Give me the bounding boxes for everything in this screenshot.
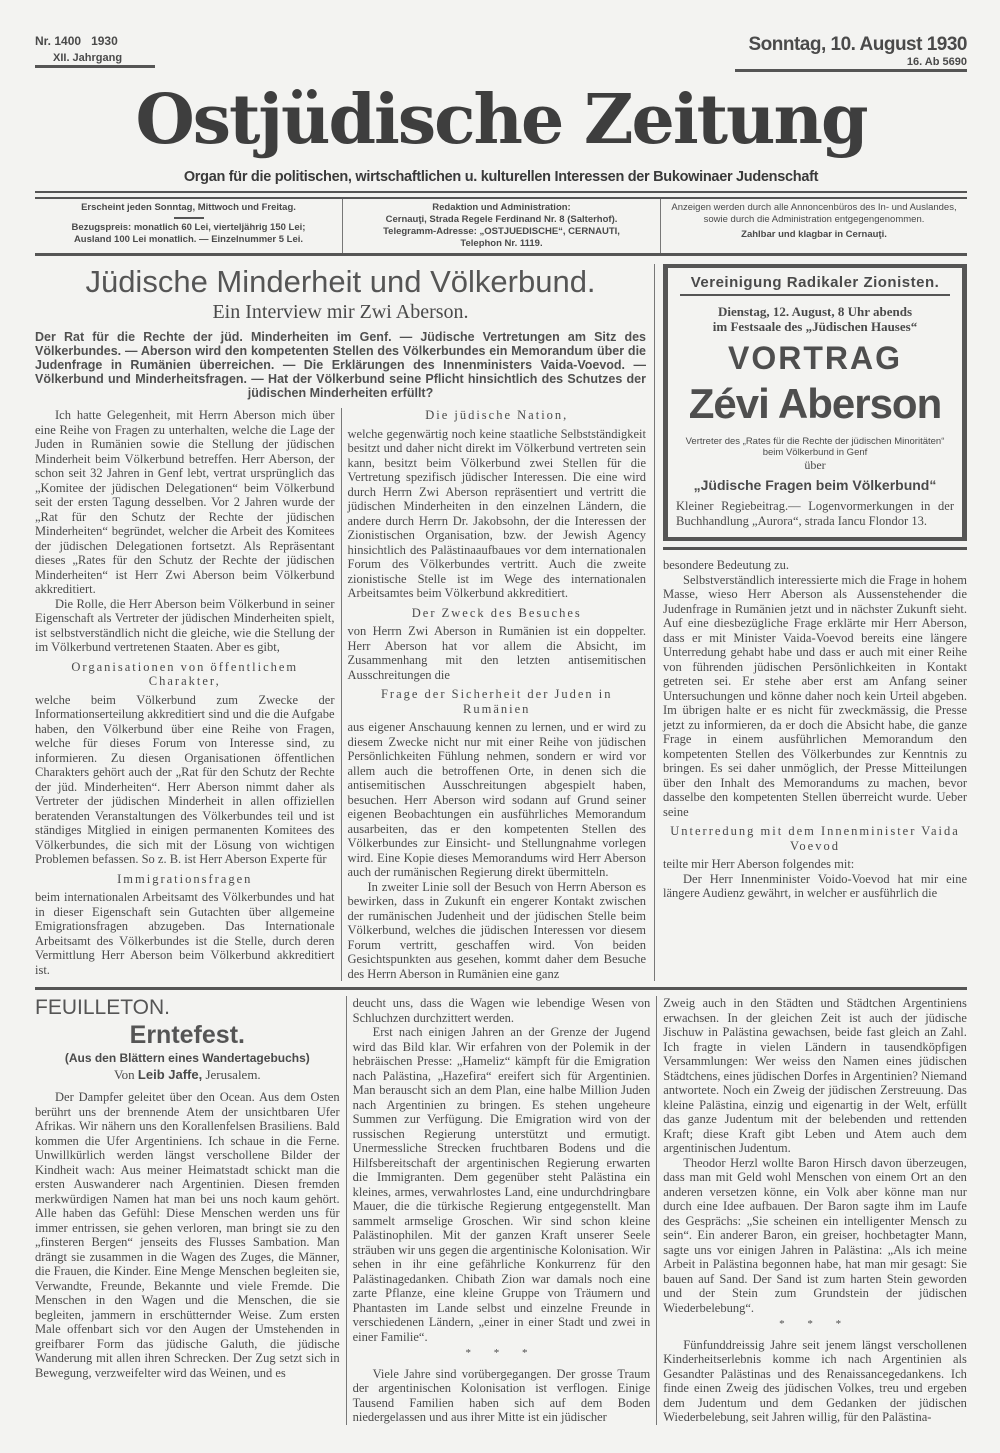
section-break: * * * [465,1347,538,1359]
issue-label: Nr. 1400 [35,34,82,48]
advert-date: Dienstag, 12. August, 8 Uhr abends [717,304,913,319]
right-column [655,264,967,981]
subheading: Frage der Sicherheit der Juden in Rumänien [380,687,613,716]
advert-event: VORTRAG [728,340,902,376]
paragraph: Der Herr Innenminister Voido-Voevod hat mir eine längere Audienz gewährt, in welcher er ausführlich die [663,871,967,900]
article-column-3 [663,558,967,901]
paragraph: Zweig auch in den Städten und Städtchen Argentiniens erwachsen. In der gleichen Zeit ist auch der jüdische Jischuw in Palästina gewachsen, beide fast gleich an Zahl. Ich fragte in vielen Ländern in tausendköpfigen Versammlungen: Wer weiss den Namen eines jüdischen Städtchens, eines jüdischen Dorfes in Argentinien? Niemand antwortete. Noch ein Zweig der jüdischen Zerstreuung. Das kleine Palästina, einzig und eigenartig in der Welt, erfüllt das ganze Judentum mit der belebenden und rettenden Kraft; diese Kraft gibt Leben und Atem auch dem argentinischen Judentum. [663,996,967,1155]
front-page-main [35,264,967,981]
volume: XII. Jahrgang [53,52,123,64]
paragraph: beim internationalen Arbeitsamt des Völkerbundes und hat in dieser Eigenschaft sein Gutachten über allgemeine Emigrationsfragen abzugeben. Das Internationale Arbeitsamt des Völkerbundes ist die Stelle, durch deren Vermittlung Herr Aberson beim Völkerbund akkreditiert ist. [35,890,335,977]
paragraph: Die Rolle, die Herr Aberson beim Völkerbund in seiner Eigenschaft als Vertreter der jüdischen Minderheiten spielt, ist selbstverständlich nicht die gleiche, wie die Stellung der im Völkerbund vertretenen Staaten. Aber es gibt, [35,596,335,654]
publication-days: Erscheint jeden Sonntag, Mittwoch und Freitag. [81,202,296,213]
paragraph: Erst nach einigen Jahren an der Grenze der Jugend wird das Bild klar. Wir erfahren von der Polemik in der hebräischen Presse: „Hameliz“ kämpft für die Emigration nach Palästina, „Hazefira“ ereifert sich für Argentinien. Man berauscht sich an dem Plan, eine halbe Million Juden nach Argentinien zu bringen. Es stehen ungeheure Summen zur Verfügung. Die Emigration wird von der russischen Regierung unterstützt und ermutigt. Unermessliche Strecken fruchtbaren Bodens und die Hilfsbereitschaft der argentinischen Regierung erwarten die Immigranten. Dem gegenüber steht Palästina ein kleines, armes, verwahrlostes Land, eine undurchdringbare Mauer, die die türkische Regierung entgegenstellt. Man sammelt armselige Groschen. Wir sind schon kleine Palästinophilen. Mit der ganzen Kraft unserer Seele sträuben wir uns gegen die argentinische Kolonisation. Wir sehen in ihr eine gefährliche Konkurrenz für den Palästinagedanken. Chibath Zion war damals noch eine zarte Pflanze, eine kleine Gruppe von Träumern und Phantasten im Lande selbst und einzelne Freunde in verschiedenen Ländern, „einer in einer Stadt und zwei in einer Familie“. [352,1025,651,1344]
paragraph: Ich hatte Gelegenheit, mit Herrn Aberson mich über eine Reihe von Fragen zu unterhalten, welche die Lage der Juden in Rumänien sowie die Stellung der jüdischen Minderheit beim Völkerbund betreffen. Herr Aberson, der schon seit 32 Jahren in Genf lebt, vertrat ursprünglich das „Komitee der jüdischen Delegationen“ beim Völkerbund seit der ersten Tagung desselben. Vor 2 Jahren wurde der „Rat für den Schutz der Rechte der jüdischen Minderheiten“ begründet, welcher die Arbeit des Komitees der jüdischen Delegationen fortsetzt. Als Repräsentant dieses „Rates für den Schutz der Rechte der jüdischen Minderheiten“ ist Herr Zwi Aberson beim Völkerbund akkreditiert. [35,408,335,596]
volume-underline [35,65,155,68]
advert-topic: „Jüdische Fragen beim Völkerbund“ [693,477,937,493]
issue-date: Sonntag, 10. August 1930 [748,34,967,55]
paragraph: welche gegenwärtig noch keine staatliche Selbstständigkeit besitzt und daher nicht direkt im Völkerbund vertreten sein kann, besitzt beim Völkerbund zwei Stellen für die Vertretung spezifisch jüdischer Interessen. Die eine wird durch Herrn Zwi Aberson repräsentiert und vertritt die jüdischen Minderheiten in den einzelnen Ländern, die andere durch Herrn Dr. Jakobsohn, der die Interessen der Zionistischen Organisation, bzw. der Jewish Agency hinsichtlich des Palästinaaufbaues vor dem internationalen Forum des Völkerbundes vertritt. Auch die zweite zionistische Stelle ist im Wege des internationalen Arbeitsamtes beim Völkerbund akkreditiert. [347,426,646,600]
info-bar [35,197,967,256]
feuilleton-column-3 [656,996,967,1425]
ads-notice: Anzeigen werden durch alle Annoncenbüros des In- und Auslandes, sowie durch die Administration entgegengenommen. [671,202,957,225]
section-break: * * * [779,1318,852,1330]
date-block [735,34,967,72]
info-office [342,199,660,253]
header-rule [35,191,967,193]
telephone: Telephon Nr. 1119. [460,238,543,249]
advert-venue: im Festsaale des „Jüdischen Hauses“ [712,319,918,334]
feuilleton-subtitle: (Aus den Blättern eines Wandertagebuchs) [64,1051,310,1065]
feuilleton-column-2 [346,996,657,1425]
feuilleton [35,987,967,1425]
subheading: Immigrationsfragen [117,871,253,886]
paragraph: welche beim Völkerbund zum Zwecke der Informationserteilung akkreditiert sind und die die Aufgabe haben, den Völkerbund über eine Reihe von Fragen, welche für dieses Forum von Interesse sind, zu informieren. Zu diesen Organisationen öffentlichen Charakters gehört auch der „Rat für den Schutz der Rechte der jüd. Minderheiten“. Herr Aberson nimmt daher als Vertreter der jüdischen Minderheit in allen offiziellen beratenden Veranstaltungen des Völkerbundes teil und ist ständiges Mitglied in einigen permanenten Komitees des Völkerbundes, die sich mit der Lösung von wichtigen Problemen befassen. So z. B. ist Herr Aberson Experte für [35,692,335,866]
advert-rule [663,547,967,550]
paragraph: Theodor Herzl wollte Baron Hirsch davon überzeugen, dass man mit Geld wohl Menschen von einem Ort an den anderen versetzen könne, ein Volk aber könne man nur durch eine Idee aufbauen. Der Baron sagte ihm im Laufe des Gesprächs: „Sie scheinen ein intelligenter Mensch zu sein“. Ein anderer Baron, ein greiser, hochbetagter Mann, sagte uns vor einigen Jahren in Palästina: „Als ich meine Arbeit in Palästina begonnen habe, hat man mir gesagt: Sie bauen auf Sand. Der Sand ist zum harten Stein geworden und der Stein zum Grundstein der jüdischen Wiederbelebung“. [663,1155,967,1315]
article-subheadline: Ein Interview mir Zwi Aberson. [212,301,469,323]
newspaper-name: Ostjüdische Zeitung [135,80,867,160]
issue-block [35,34,155,68]
divider [174,217,204,219]
office-address: Cernauţi, Strada Regele Ferdinand Nr. 8 (Salterhof). [385,214,618,225]
info-ads [660,199,967,253]
article-column-2 [341,408,647,981]
author-place: Jerusalem. [205,1067,261,1082]
masthead-top-row [35,34,967,72]
info-subscription [35,199,342,253]
subheading: Die jüdische Nation, [425,408,569,422]
lecture-advert [663,264,967,541]
paragraph: In zweiter Linie soll der Besuch von Herrn Aberson es bewirken, dass in Zukunft ein engerer Kontakt zwischen der rumänischen Judenheit und der jüdischen Stelle beim Völkerbund, welches die jüdischen Interessen vor diesem Forum vertritt, geschaffen wird. Von beiden Gesichtspunkten aus gesehen, kommt daher dem Besuche des Herrn Aberson in Rumänien eine ganz [347,879,646,981]
advert-about: über [804,458,826,472]
article-columns [35,408,646,981]
byline-prefix: Von [113,1067,135,1082]
feuilleton-section-label: FEUILLETON. [35,996,170,1019]
office-title: Redaktion und Administration: [432,202,571,213]
paragraph: Fünfunddreissig Jahre seit jenem längst verschollenen Kinderheitserlebnis komme ich nach Argentinien als Gesandter Palästinas und des Renaissancegedankens. Ich finde einen Zweig des jüdischen Volkes, treu und ergeben dem Judentum und dem Gedanken der jüdischen Wiederbelebung, seit Jahren willig, für den Palästina- [663,1337,967,1424]
paragraph: Selbstverständlich interessierte mich die Frage in hohem Masse, wieso Herr Aberson als Aussenstehender die Judenfrage in Rumänien jetzt und in nächster Zukunft sieht. Auf eine diesbezügliche Frage erklärte mir Herr Aberson, dass er mit Minister Vaida-Voevod bereits eine längere Unterredung gehabt habe und dass er auch mit einer Reihe von führenden jüdischen Persönlichkeiten in Kontakt getreten sei. Er stehe aber erst am Anfang seiner Untersuchungen und könne daher noch kein Urteil abgeben. Im übrigen halte er es nicht für zweckmässig, die Presse jetzt zu informieren, da er doch die Absicht habe, die ganze Frage in einem ausführlichen Memorandum den kompetenten Stellen des Völkerbundes zur Kenntnis zu bringen. Es sei daher unmöglich, der Presse Mitteilungen über den Inhalt des Memorandums zu machen, bevor dasselbe den kompetenten Stellen überreicht wurde. Ueber seine [663,572,967,819]
advert-organization: Vereinigung Radikaler Zionisten. [690,274,940,291]
payable-notice: Zahlbar und klagbar in Cernauţi. [741,229,887,240]
article-summary: Der Rat für die Rechte der jüd. Minderheiten im Genf. — Jüdische Vertretungen am Sitz des Völkerbundes. — Aberson wird den kompetenten Stellen des Völkerbundes ein Memorandum über die Judenfrage in Rumänien überreichen. — Die Erklärungen des Innenministers Vaida-Voevod. — Völkerbund und Minderheitsfragen. — Hat der Völkerbund seine Pflicht hinsichtlich des Schutzes der jüdischen Minderheiten erfüllt? [35,330,646,400]
hebrew-date: 16. Ab 5690 [906,56,967,68]
paragraph: Der Dampfer geleitet über den Ocean. Aus dem Osten berührt uns der brennende Atem der unsichtbaren Ufer Afrikas. Wir nähern uns den Korallenfelsen Brasiliens. Bald kommen die Ufer Argentiniens. Ich schaue in die Ferne. Unwillkürlich werden längst verschollene Bilder der Kindheit wach: Aus meiner Heimatstadt schickt man die ersten Auswanderer nach Argentinien. Diesen fremden merkwürdigen Namen hat man bei uns noch kaum gehört. Alle haben das Gefühl: Diese Menschen werden uns für immer entrissen, sie gehen verloren, man bringt sie zu den „finsteren Bergen“ jenseits des Flusses Sambation. Man drängt sie zusammen in die Wagen des Zuges, die Männer, die Frauen, die Kinder. Eine Menge Menschen begleiten sie, Verwandte, Freunde, Bekannte und viele Fremde. Die Menschen in den Wagen und die Menschen, die sie begleiten, jammern in erschütternder Weise. Zum ersten Male offenbart sich vor den Augen der Umstehenden in greifbarer Form das jüdische Galuth, die jüdische Wanderung mit allen ihren Schrecken. Der Zug setzt sich in Bewegung, verzweifelter wird das Weinen, und es [35,1090,340,1380]
article-headline: Jüdische Minderheit und Völkerbund. [85,264,596,299]
author-name: Leib Jaffe, [137,1067,203,1082]
subscription-price: Bezugspreis: monatlich 60 Lei, vierteljährig 150 Lei; [71,222,306,233]
paragraph: deucht uns, dass die Wagen wie lebendige Wesen von Schluchzen durchzittert werden. [352,996,651,1025]
subheading: Organisationen von öffentlichem Charakter, [71,659,299,688]
telegram-address: Telegramm-Adresse: „OSTJUEDISCHE“, CERNAUTI, [383,226,620,237]
advert-tickets: Kleiner Regiebeitrag.— Logenvormerkungen in der Buchhandlung „Aurora“, strada Iancu Flondor 13. [676,499,954,528]
foreign-price: Ausland 100 Lei monatlich. — Einzelnummer 5 Lei. [73,234,304,245]
article-column-1 [35,408,341,981]
paragraph: teilte mir Herr Aberson folgendes mit: [663,857,855,871]
divider [680,294,950,296]
feuilleton-column-1 [35,996,346,1425]
issue-year: 1930 [91,34,118,48]
paragraph: Viele Jahre sind vorübergegangen. Der grosse Traum der argentinischen Kolonisation ist verflogen. Einige Tausend Familien haben sich auf dem Boden niedergelassen und aus ihrer Mitte ist ein jüdischer [352,1366,651,1424]
advert-speaker-role: Vertreter des „Rates für die Rechte der jüdischen Minoritäten“ beim Völkerbund in Genf [685,436,945,458]
advert-speaker: Zévi Aberson [688,380,942,427]
issue-number [35,34,155,48]
tagline: Organ für die politischen, wirtschaftlichen u. kulturellen Interessen der Bukowinaer Judenschaft [183,169,819,185]
feuilleton-title: Erntefest. [129,1021,245,1049]
feuilleton-byline [35,1066,340,1084]
paragraph: aus eigener Anschauung kennen zu lernen, und er wird zu diesem Zwecke nicht nur mit einer Reihe von jüdischen Persönlichkeiten Fühlung nehmen, sondern er wird vor allem auch die betroffenen Orte, in denen sich die antisemitischen Ausschreitungen abgespielt haben, besuchen. Herr Aberson wird sodann auf Grund seiner eigenen Beobachtungen ein ausführliches Memorandum ausarbeiten, das er den kompetenten Stellen des Völkerbundes zur Einsicht- und Stellungnahme vorlegen wird. Eine Kopie dieses Memorandums wird Herr Aberson auch der rumänischen Regierung direkt übermitteln. [347,720,646,879]
date-underline [735,69,967,72]
article [35,264,655,981]
paragraph: besondere Bedeutung zu. [663,558,790,572]
subheading: Unterredung mit dem Innenminister Vaida Voevod [670,824,960,853]
subheading: Der Zweck des Besuches [411,605,582,620]
paragraph: von Herrn Zwi Aberson in Rumänien ist ein doppelter. Herr Aberson hat vor allem die Absicht, im Zusammenhang mit den letzten antisemitischen Ausschreitungen die [347,624,646,682]
